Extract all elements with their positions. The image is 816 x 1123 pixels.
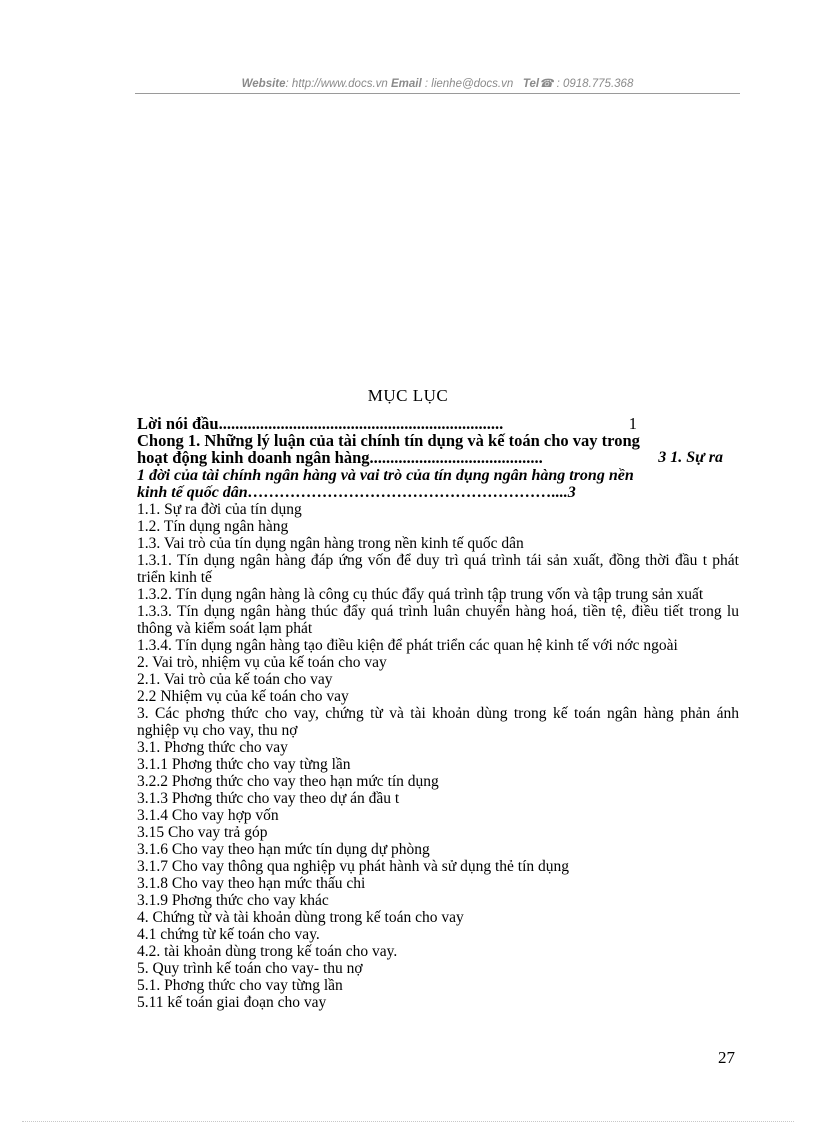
toc-item: 3.1. Phơng thức cho vay [137, 739, 288, 756]
page-number: 27 [718, 1048, 735, 1067]
table-of-contents [137, 415, 739, 1011]
toc-chapter1-title-cont: hoạt động kinh doanh ngân hàng.......................................... [137, 448, 543, 467]
email-value: : lienhe@docs.vn [421, 78, 514, 90]
toc-item: 2.1. Vai trò của kế toán cho vay [137, 671, 333, 688]
website-value: : http://www.docs.vn [285, 78, 388, 90]
toc-section1-line2: kinh tế quốc dân…………………………………………………....3 [137, 484, 576, 501]
toc-preface-line [137, 415, 739, 432]
toc-chapter1-tail: 3 1. Sự ra [658, 449, 723, 466]
toc-item: 1.3.1. Tín dụng ngân hàng đáp ứng vốn để duy trì quá trình tái sản xuất, đồng thời đầu t phát triển kinh tế [137, 552, 739, 586]
toc-item: 1.3.3. Tín dụng ngân hàng thúc đẩy quá trình luân chuyển hàng hoá, tiền tệ, điều tiết trong lu thông và kiểm soát lạm phát [137, 603, 739, 637]
footer-divider [22, 1121, 794, 1122]
tel-value: ☎ : 0918.775.368 [539, 78, 634, 90]
toc-title: MỤC LỤC [367, 386, 449, 405]
toc-item: 3.1.3 Phơng thức cho vay theo dự án đầu t [137, 790, 400, 807]
toc-item: 1.1. Sự ra đời của tín dụng [137, 501, 302, 518]
toc-item: 4.2. tài khoản dùng trong kế toán cho vay. [137, 943, 398, 960]
toc-chapter1-line2 [137, 449, 739, 467]
toc-item: 5. Quy trình kế toán cho vay- thu nợ [137, 960, 363, 977]
toc-item: 4. Chứng từ và tài khoản dùng trong kế toán cho vay [137, 909, 464, 926]
toc-item: 3.1.9 Phơng thức cho vay khác [137, 892, 329, 909]
toc-item: 4.1 chứng từ kế toán cho vay. [137, 926, 320, 943]
toc-item: 3.1.7 Cho vay thông qua nghiệp vụ phát hành và sử dụng thẻ tín dụng [137, 858, 570, 875]
toc-item: 1.3. Vai trò của tín dụng ngân hàng trong nền kinh tế quốc dân [137, 535, 524, 552]
toc-section1-line2-row [137, 484, 739, 501]
toc-item: 3.2.2 Phơng thức cho vay theo hạn mức tín dụng [137, 773, 439, 790]
toc-preface: Lời nói đầu..................................................................... [137, 414, 504, 433]
website-label: Website [241, 78, 286, 90]
toc-items-list [137, 501, 739, 1011]
header-divider [135, 93, 740, 94]
toc-item: 1.2. Tín dụng ngân hàng [137, 518, 289, 535]
page-header [135, 76, 740, 90]
toc-item: 3. Các phơng thức cho vay, chứng từ và tài khoản dùng trong kế toán ngân hàng phản ánh nghiệp vụ cho vay, thu nợ [137, 705, 739, 739]
toc-item: 5.11 kế toán giai đoạn cho vay [137, 994, 327, 1011]
toc-item: 3.1.8 Cho vay theo hạn mức thấu chi [137, 875, 366, 892]
toc-chapter1-title: Chong 1. Những lý luận của tài chính tín dụng và kế toán cho vay trong [137, 431, 640, 450]
toc-section1-line1: 1 đời của tài chính ngân hàng và vai trò của tín dụng ngân hàng trong nền [137, 467, 634, 484]
toc-item: 3.1.4 Cho vay hợp vốn [137, 807, 279, 824]
toc-item: 3.1.1 Phơng thức cho vay từng lần [137, 756, 351, 773]
toc-item: 1.3.2. Tín dụng ngân hàng là công cụ thúc đẩy quá trình tập trung vốn và tập trung sản xuất [137, 586, 704, 603]
toc-item: 1.3.4. Tín dụng ngân hàng tạo điều kiện để phát triển các quan hệ kinh tế với nớc ngoài [137, 637, 678, 654]
toc-item: 3.15 Cho vay trả góp [137, 824, 268, 841]
toc-item: 5.1. Phơng thức cho vay từng lần [137, 977, 343, 994]
toc-item: 2.2 Nhiệm vụ của kế toán cho vay [137, 688, 349, 705]
tel-label: Tel [522, 78, 540, 90]
toc-item: 2. Vai trò, nhiệm vụ của kế toán cho vay [137, 654, 387, 671]
toc-preface-page: 1 [628, 414, 637, 433]
email-label: Email [391, 78, 422, 90]
toc-item: 3.1.6 Cho vay theo hạn mức tín dụng dự phòng [137, 841, 430, 858]
